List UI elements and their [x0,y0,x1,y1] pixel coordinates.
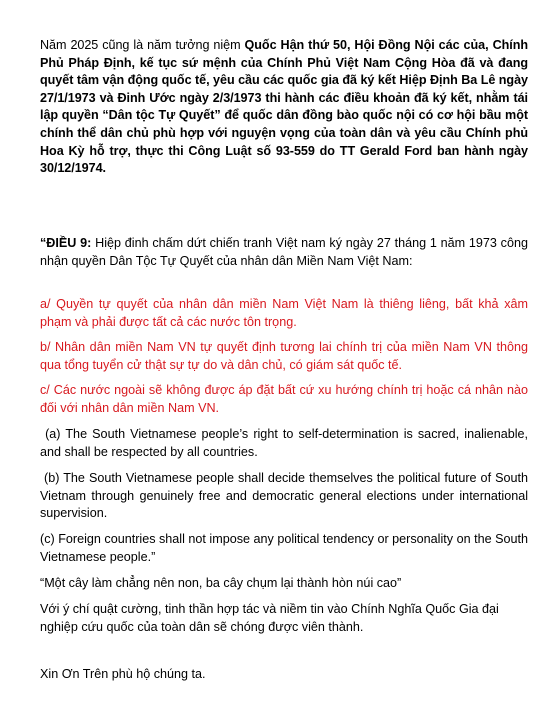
blessing-line: Xin Ơn Trên phù hộ chúng ta. [40,667,206,681]
proverb-quote: “Một cây làm chẳng nên non, ba cây chụm lại thành hòn núi cao” [40,576,402,590]
intro-text-8: hỗ trợ, thực thi [84,143,189,158]
intro-bold-2: Chính Phủ Việt Nam Cộng Hòa [267,55,456,70]
intro-text-9: do [314,143,340,158]
clause-b-english: (b) The South Vietnamese people shall decide themselves the political future of South Vietnam through genuinely free and democratic general elections under international supervision. [40,471,532,521]
intro-text-10: ban hành ngày [432,143,529,158]
article-9-text: Hiệp đinh chấm dứt chiến tranh Việt nam ký ngày 27 tháng 1 năm 1973 công nhận quyền Dân Tộc Tự Quyết của nhân dân Miền Nam Việt Nam: [40,236,528,268]
intro-text-11: . [102,161,106,176]
intro-bold-4: 27/1/1973 [40,90,96,105]
resolve-paragraph: Với ý chí quật cường, tinh thần hợp tác và niềm tin vào Chính Nghĩa Quốc Gia đại nghiệp cứu quốc của toàn dân sẽ chóng được viên thành. [40,602,499,634]
intro-paragraph [40,37,528,178]
clause-b-vietnamese: b/ Nhân dân miền Nam VN tự quyết định tương lai chính trị của miền Nam VN thông qua tổng tuyển cử thật sự tự do và dân chủ, có giám sát quốc tế. [40,340,528,372]
intro-bold-6: Dân tộc Tự Quyết [108,108,215,123]
intro-bold-1: Quốc Hận thứ 50, Hội Đồng Nội các của, Chính Phủ Pháp Định, [40,38,528,70]
clause-a-english: (a) The South Vietnamese people’s right to self-determination is sacred, inalienable, and shall be respected by all countries. [40,427,532,459]
intro-bold-7: Chính phủ Hoa Kỳ [40,125,528,158]
intro-text-7: ” để quốc dân đồng bào quốc nội có cơ hội bầu một chính thể dân chủ phù hợp với nguyện vọng của toàn dân và yêu cầu [40,108,528,140]
article-9-heading: “ĐIỀU 9: [40,236,92,250]
clause-c-english: (c) Foreign countries shall not impose any political tendency or personality on the South Vietnamese people.” [40,532,528,564]
intro-bold-5: 2/3/1973 [212,90,262,105]
intro-bold-3: Hiệp Định Ba Lê [399,73,496,88]
intro-text-5: và Đinh Ước ngày [95,90,213,105]
clause-a-vietnamese: a/ Quyền tự quyết của nhân dân miền Nam Việt Nam là thiêng liêng, bất khả xâm phạm và phải được tất cả các nước tôn trọng. [40,297,528,329]
intro-bold-10: 30/12/1974 [40,161,103,176]
intro-text-1: Năm 2025 cũng là năm tưởng niệm [40,38,245,52]
clause-c-vietnamese: c/ Các nước ngoài sẽ không được áp đặt bất cứ xu hướng chính trị hoặc cá nhân nào đối với nhân dân miền Nam VN. [40,383,528,415]
intro-text-3: đã và đang quyết tâm vận động quốc tế, yêu cầu các quốc gia đã ký kết [40,55,529,88]
article-9-paragraph [40,235,528,270]
intro-text-6: thi hành các điều khoản đã ký kết, nhằm tái lập quyền “ [40,90,529,123]
intro-text-2: kế tục sứ mệnh của [134,55,268,70]
intro-text-4: ngày [495,73,528,88]
intro-bold-9: TT Gerald Ford [339,143,433,158]
intro-bold-8: Công Luật số 93-559 [188,143,315,158]
